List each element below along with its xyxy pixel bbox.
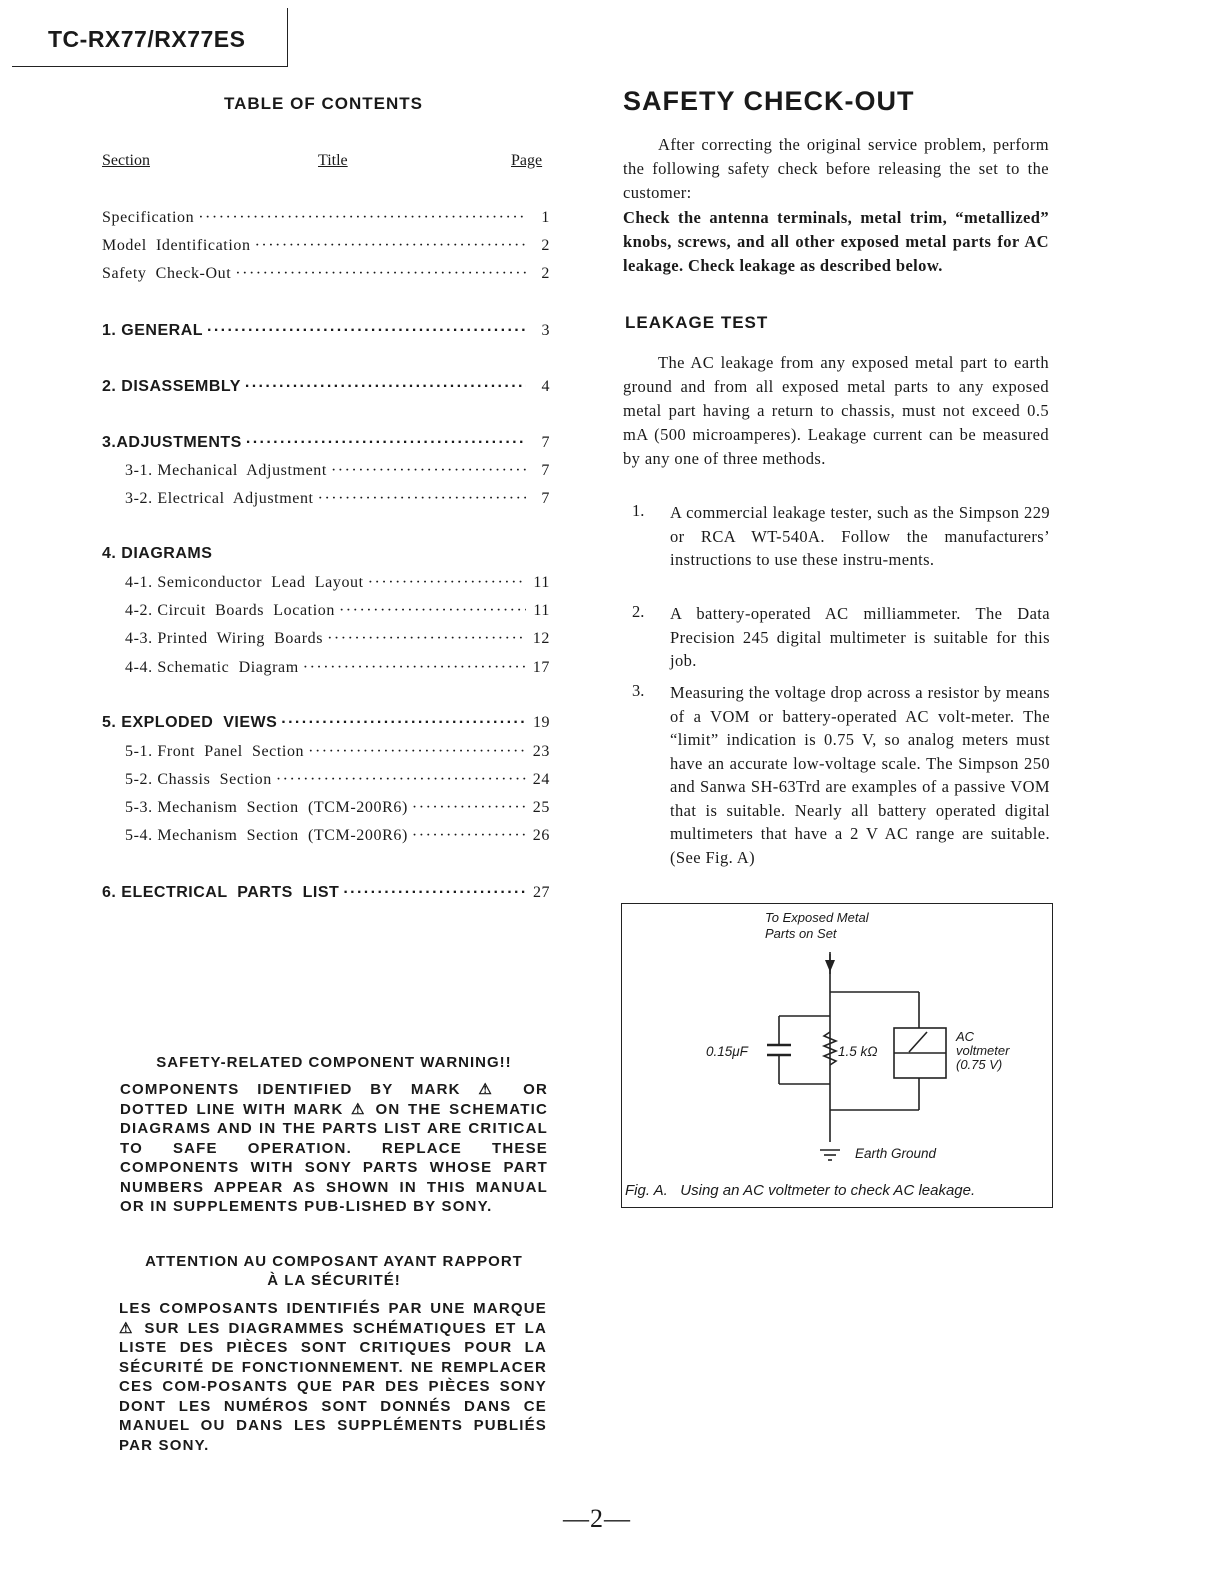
figure-resistor-label: 1.5 kΩ [838,1044,878,1059]
safety-title: SAFETY CHECK-OUT [623,86,915,116]
warning-fr-title-line2: À LA SÉCURITÉ! [267,1272,401,1289]
toc-subentry: 5-4. Mechanism Section (TCM-200R6) ····· 26 [125,827,550,845]
figure-a [621,903,1053,1208]
toc-section: 3.ADJUSTMENTS ····· 7 [102,434,550,452]
warning-fr-body: LES COMPOSANTS IDENTIFIÉS PAR UNE MARQUE ⚠ SUR LES DIAGRAMMES SCHÉMATIQUES ET LA LISTE DES PIÈCES SONT CRITIQUES POUR LA SÉCURITÉ DE FONCTIONNEMENT. NE REMPLACER CES COM-POSANTS QUE PAR DES PIÈCES SONY DONT LES NUMÉROS SONT DONNÉS DANS CE MANUEL OU DANS LES SUPPLÉMENTS PUBLIÉS PAR SONY. [119,1300,547,1454]
figure-meter-label-3: (0.75 V) [956,1057,1003,1072]
method-number: 3. [632,681,645,700]
toc-subentry: 5-1. Front Panel Section ····· 23 [125,743,550,761]
page-number: —2— [563,1504,631,1533]
toc-entry: Specification ····· 1 [102,209,550,227]
method-number: 2. [632,602,645,621]
warning-fr-title-line1: ATTENTION AU COMPOSANT AYANT RAPPORT [145,1253,523,1270]
leakage-intro: The AC leakage from any exposed metal part to earth ground and from all exposed metal parts to any exposed metal part having a return to chassis, must not exceed 0.5 mA (500 microamperes). Leakage current can be measured by any one of three methods. [623,353,1049,468]
toc-subentry: 4-4. Schematic Diagram ····· 17 [125,659,550,677]
toc-section: 6. ELECTRICAL PARTS LIST ····· 27 [102,884,550,902]
leakage-title: LEAKAGE TEST [625,313,769,332]
figure-meter-label-1: AC [956,1029,975,1044]
figure-label-metal-1: To Exposed Metal [765,910,869,925]
toc-entry: Safety Check-Out ····· 2 [102,265,550,283]
warning-body: COMPONENTS IDENTIFIED BY MARK ⚠ OR DOTTED LINE WITH MARK ⚠ ON THE SCHEMATIC DIAGRAMS AND IN THE PARTS LIST ARE CRITICAL TO SAFE OPERATION. REPLACE THESE COMPONENTS WITH SONY PARTS WHOSE PART NUMBERS APPEAR AS SHOWN IN THIS MANUAL OR IN SUPPLEMENTS PUB-LISHED BY SONY. [120,1081,548,1215]
toc-section: 1. GENERAL ····· 3 [102,322,550,340]
toc-subentry: 5-2. Chassis Section ····· 24 [125,771,550,789]
toc-subentry: 4-2. Circuit Boards Location ····· 11 [125,602,550,620]
method-text: A commercial leakage tester, such as the Simpson 229 or RCA WT-540A. Follow the manufacturers’ instructions to use these instru-ments. [670,503,1050,569]
figure-label-metal-2: Parts on Set [765,926,837,941]
toc-section: 2. DISASSEMBLY ····· 4 [102,378,550,396]
method-number: 1. [632,501,645,520]
toc-column-title: Title [318,152,348,169]
toc-subentry: 4-3. Printed Wiring Boards ····· 12 [125,630,550,648]
toc-subentry: 4-1. Semiconductor Lead Layout ····· 11 [125,574,550,592]
figure-caption: Fig. A. Using an AC voltmeter to check AC leakage. [625,1182,976,1199]
toc-column-section: Section [102,152,150,169]
toc-section: 4. DIAGRAMS [102,545,213,562]
toc-subentry: 3-2. Electrical Adjustment ····· 7 [125,490,550,508]
figure-meter-label-2: voltmeter [956,1043,1010,1058]
model-title: TC-RX77/RX77ES [48,26,246,52]
method-text: Measuring the voltage drop across a resistor by means of a VOM or battery-operated AC volt-meter. The “limit” indication is 0.75 V, so analog meters must have an accurate low-voltage scale. The Simpson 250 and Sanwa SH-63Trd are examples of a passive VOM that is suitable. Nearly all battery operated digital multimeters that have a 2 V AC range are suitable. (See Fig. A) [670,683,1050,867]
warning-title: SAFETY-RELATED COMPONENT WARNING!! [156,1054,512,1071]
header-vertical-rule [287,8,288,67]
toc-subentry: 5-3. Mechanism Section (TCM-200R6) ····· 25 [125,799,550,817]
toc-section: 5. EXPLODED VIEWS ····· 19 [102,714,550,732]
method-text: A battery-operated AC milliammeter. The Data Precision 245 digital multimeter is suitable for this job. [670,604,1050,670]
figure-capacitor-label: 0.15μF [706,1044,748,1059]
safety-intro: After correcting the original service problem, perform the following safety check before releasing the set to the customer: [623,135,1049,202]
toc-title: TABLE OF CONTENTS [224,94,423,113]
header-rule [12,66,288,67]
toc-column-page: Page [511,152,543,169]
toc-entry: Model Identification ····· 2 [102,237,550,255]
safety-check-text: Check the antenna terminals, metal trim, “metallized” knobs, screws, and all other exposed metal parts for AC leakage. Check leakage as described below. [623,208,1049,275]
toc-subentry: 3-1. Mechanical Adjustment ····· 7 [125,462,550,480]
figure-ground-label: Earth Ground [855,1146,937,1161]
